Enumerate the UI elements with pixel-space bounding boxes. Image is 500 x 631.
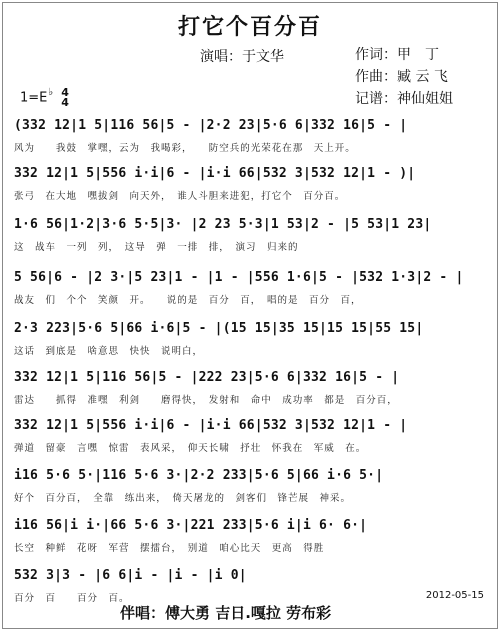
flat-sign: ♭ [48,86,54,98]
key-prefix: 1=E [20,90,48,106]
score-system [14,518,490,566]
transcriber-credit: 记谱：神仙姐姐 [355,91,453,107]
score-system [14,468,490,516]
notation-line: 5 56|6 - |2 3·|5 23|1 - |1 - |556 1·6|5 - |532 1·3|2 - | [14,270,464,285]
notation-line: i16 56|i i·|66 5·6 3·|221 233|5·6 i|i 6· 6·| [14,518,368,533]
lyric-line: 战友 们 个个 笑颜 开。 说的是 百分 百， 唱的是 百分 百， [14,295,362,306]
lyric-line: 这 战车 一列 列， 这导 弹 一排 排， 演习 归来的 [14,242,299,253]
chorus-credit: 伴唱：傅大勇 吉日.嘎拉 劳布彩 [120,604,332,622]
lyric-line: 雷达 抓得 准嘿 利剑 磨得快， 发射和 命中 成功率 都是 百分百， [14,395,398,406]
notation-line: 332 12|1 5|556 i·i|6 - |i·i 66|532 3|532 12|1 - | [14,418,408,433]
lyric-line: 张弓 在大地 嘿拔剑 向天外， 谁人斗胆来进犯，打它个 百分百。 [14,191,346,202]
notation-line: 2·3 223|5·6 5|66 i·6|5 - |(15 15|35 15|15 15|55 15| [14,321,424,336]
lyric-line: 风为 我鼓 掌嘿，云为 我喝彩， 防空兵的光荣花在那 天上开。 [14,143,356,154]
score-date: 2012-05-15 [425,590,484,601]
notation-line: 332 12|1 5|556 i·i|6 - |i·i 66|532 3|532 12|1 - )| [14,166,416,181]
score-system [14,370,490,418]
time-bottom: 4 [61,96,69,109]
notation-line: 1·6 56|1·2|3·6 5·5|3· |2 23 5·3|1 53|2 - |5 53|1 23| [14,217,432,232]
score-system [14,217,490,265]
notation-line: (332 12|1 5|116 56|5 - |2·2 23|5·6 6|332 16|5 - | [14,118,408,133]
notation-line: 332 12|1 5|116 56|5 - |222 23|5·6 6|332 16|5 - | [14,370,400,385]
key-signature [20,88,69,108]
score-system [14,118,490,166]
lyric-line: 长空 种鲜 花呀 军营 摆擂台， 别道 咱心比天 更高 得胜 [14,543,325,554]
lyricist-credit: 作词：甲 丁 [355,47,439,63]
lyric-line: 好个 百分百， 全靠 练出来， 倚天屠龙的 剑客们 锋芒展 神采。 [14,493,352,504]
time-top: 4 [61,86,69,99]
time-signature [61,88,69,108]
singer-credit: 演唱：于文华 [200,49,284,65]
song-title: 打它个百分百 [177,15,322,40]
notation-line: i16 5·6 5·|116 5·6 3·|2·2 233|5·6 5|66 i·6 5·| [14,468,384,483]
lyric-line: 弹道 留豪 言嘿 惊雷 表风采， 仰天长啸 抒壮 怀我在 军威 在。 [14,443,367,454]
composer-credit: 作曲：臧 云 飞 [355,69,448,85]
notation-line: 532 3|3 - |6 6|i - |i - |i 0| [14,568,247,583]
lyric-line: 这话 到底是 啥意思 快快 说明白， [14,346,204,357]
score-system [14,270,490,318]
lyric-line: 百分 百 百分 百。 [14,593,130,604]
score-system [14,418,490,466]
score-system [14,166,490,214]
score-system [14,321,490,369]
